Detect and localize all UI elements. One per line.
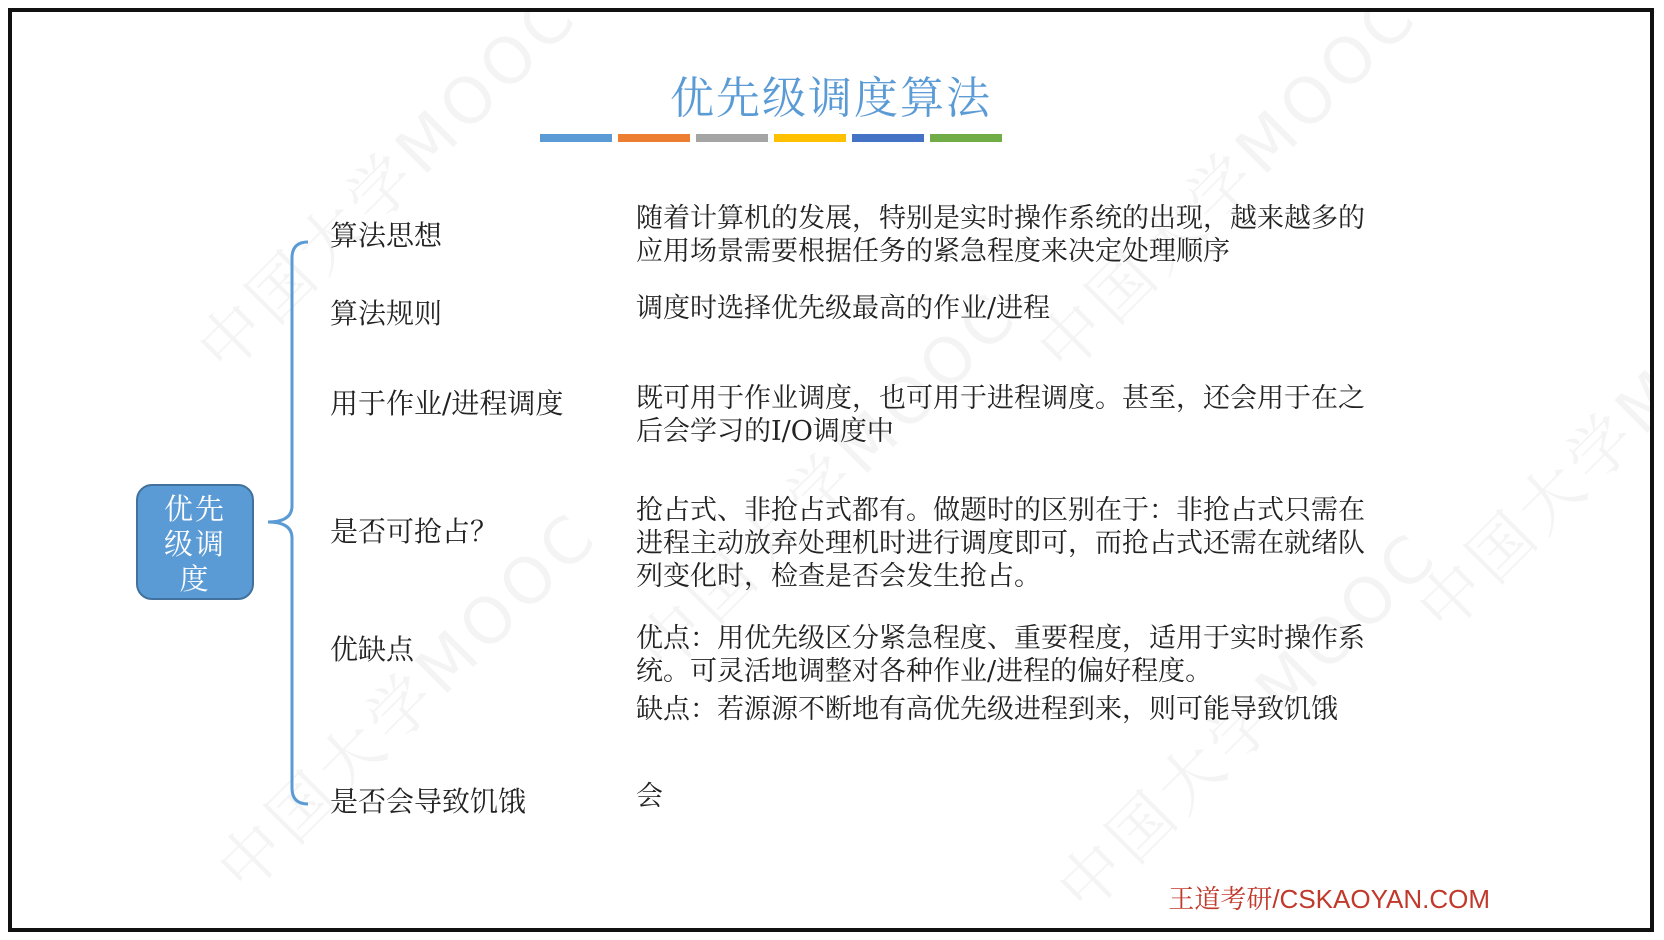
row-label-rule: 算法规则 [330, 297, 443, 330]
title-bar-5 [852, 134, 924, 142]
footer-brand: 王道考研/CSKAOYAN.COM [1168, 884, 1490, 914]
row-desc-idea: 随着计算机的发展，特别是实时操作系统的出现，越来越多的应用场景需要根据任务的紧急程度来决定处理顺序 [636, 203, 1365, 267]
watermark [193, 487, 615, 909]
title-bar-6 [930, 134, 1002, 142]
center-node: 优先级调度 [136, 484, 254, 600]
brace-connector [262, 234, 322, 814]
row-desc-rule: 调度时选择优先级最高的作业/进程 [636, 293, 1051, 324]
row-label-starvation: 是否会导致饥饿 [330, 785, 527, 818]
row-label-preemptive: 是否可抢占？ [330, 515, 499, 548]
title-bar-2 [618, 134, 690, 142]
title-bar-4 [774, 134, 846, 142]
row-desc-scope: 既可用于作业调度，也可用于进程调度。甚至，还会用于在之后会学习的I/O调度中 [636, 383, 1365, 447]
slide-frame [8, 8, 1654, 932]
row-label-scope: 用于作业/进程调度 [330, 387, 564, 420]
title-bar-1 [540, 134, 612, 142]
slide-title: 优先级调度算法 [670, 73, 992, 124]
row-desc-cons: 缺点：若源源不断地有高优先级进程到来，则可能导致饥饿 [636, 694, 1338, 725]
row-desc-preemptive: 抢占式、非抢占式都有。做题时的区别在于：非抢占式只需在进程主动放弃处理机时进行调度即可，而抢占式还需在就绪队列变化时，检查是否会发生抢占。 [636, 495, 1365, 592]
row-label-pros-cons: 优缺点 [330, 633, 415, 666]
row-desc-starvation: 会 [636, 781, 663, 812]
watermark [1393, 227, 1654, 649]
row-label-idea: 算法思想 [330, 219, 443, 252]
title-bar-3 [696, 134, 768, 142]
row-desc-pros: 优点：用优先级区分紧急程度、重要程度，适用于实时操作系统。可灵活地调整对各种作业/进程的偏好程度。 [636, 623, 1365, 687]
